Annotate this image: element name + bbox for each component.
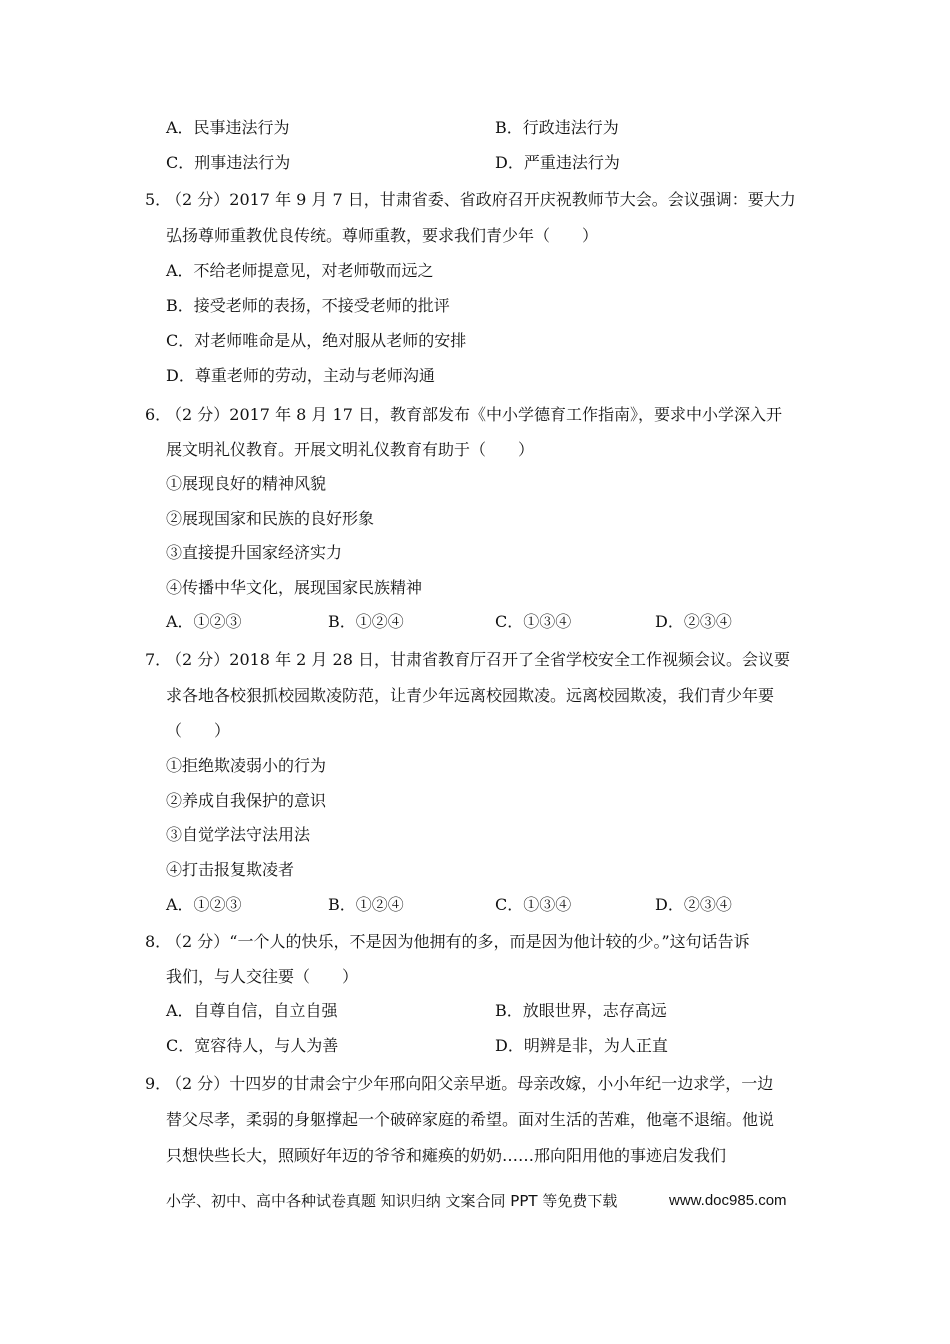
q6-statement-3: ③直接提升国家经济实力 [166, 543, 343, 562]
q7-option-b: B．①②④ [328, 895, 404, 914]
q5-option-c: C．对老师唯命是从，绝对服从老师的安排 [166, 331, 467, 350]
q7-stem-line1: （2 分）2018 年 2 月 28 日，甘肃省教育厅召开了全省学校安全工作视频会议。会议要 [166, 650, 790, 669]
q7-statement-1: ①拒绝欺凌弱小的行为 [166, 756, 327, 775]
q7-stem-line2: 求各地各校狠抓校园欺凌防范，让青少年远离校园欺凌。远离校园欺凌，我们青少年要 [166, 686, 775, 705]
q7-stem-line3: （ ） [166, 721, 231, 740]
q7-option-a: A．①②③ [166, 895, 242, 914]
q6-stem-line2: 展文明礼仪教育。开展文明礼仪教育有助于（ ） [166, 440, 535, 459]
q8-option-d: D．明辨是非，为人正直 [495, 1036, 668, 1055]
q6-option-b: B．①②④ [328, 612, 404, 631]
q6-option-a: A．①②③ [166, 612, 242, 631]
q8-number: 8． [145, 932, 172, 951]
q7-statement-4: ④打击报复欺凌者 [166, 860, 295, 879]
q7-statement-2: ②养成自我保护的意识 [166, 791, 327, 810]
q7-option-d: D．②③④ [655, 895, 732, 914]
q9-stem-line1: （2 分）十四岁的甘肃会宁少年邢向阳父亲早逝。母亲改嫁，小小年纪一边求学，一边 [166, 1074, 774, 1093]
q7-option-c: C．①③④ [495, 895, 572, 914]
q4-option-c: C．刑事违法行为 [166, 153, 291, 172]
q7-statement-3: ③自觉学法守法用法 [166, 825, 311, 844]
q6-option-c: C．①③④ [495, 612, 572, 631]
q8-option-b: B．放眼世界，志存高远 [495, 1001, 667, 1020]
q7-number: 7． [145, 650, 172, 669]
q6-statement-1: ①展现良好的精神风貌 [166, 474, 327, 493]
q5-stem-line2: 弘扬尊师重教优良传统。尊师重教，要求我们青少年（ ） [166, 226, 599, 245]
q6-statement-4: ④传播中华文化，展现国家民族精神 [166, 578, 423, 597]
q8-stem-line2: 我们，与人交往要（ ） [166, 967, 359, 986]
q5-option-b: B．接受老师的表扬，不接受老师的批评 [166, 296, 450, 315]
q5-option-a: A．不给老师提意见，对老师敬而远之 [166, 261, 434, 280]
q9-stem-line3: 只想快些长大，照顾好年迈的爷爷和瘫痪的奶奶……邢向阳用他的事迹启发我们 [166, 1146, 727, 1165]
q4-option-a: A．民事违法行为 [166, 118, 290, 137]
q5-number: 5． [145, 190, 172, 209]
q8-option-c: C．宽容待人，与人为善 [166, 1036, 339, 1055]
q9-number: 9． [145, 1074, 172, 1093]
q6-number: 6． [145, 405, 172, 424]
q6-option-d: D．②③④ [655, 612, 732, 631]
q4-option-b: B．行政违法行为 [495, 118, 619, 137]
q5-stem-line1: （2 分）2017 年 9 月 7 日，甘肃省委、省政府召开庆祝教师节大会。会议强调：要大力 [166, 190, 796, 209]
q5-option-d: D．尊重老师的劳动，主动与老师沟通 [166, 366, 435, 385]
q8-option-a: A．自尊自信，自立自强 [166, 1001, 338, 1020]
q6-statement-2: ②展现国家和民族的良好形象 [166, 509, 375, 528]
q4-option-d: D．严重违法行为 [495, 153, 620, 172]
footer-url[interactable]: www.doc985.com [669, 1192, 787, 1209]
q6-stem-line1: （2 分）2017 年 8 月 17 日，教育部发布《中小学德育工作指南》，要求中小学深入开 [166, 405, 782, 424]
footer-text: 小学、初中、高中各种试卷真题 知识归纳 文案合同 PPT 等免费下载 [166, 1192, 618, 1210]
page-footer [166, 1191, 787, 1211]
q8-stem-line1: （2 分）“一个人的快乐，不是因为他拥有的多，而是因为他计较的少。”这句话告诉 [166, 932, 750, 951]
q9-stem-line2: 替父尽孝，柔弱的身躯撑起一个破碎家庭的希望。面对生活的苦难，他毫不退缩。他说 [166, 1110, 775, 1129]
